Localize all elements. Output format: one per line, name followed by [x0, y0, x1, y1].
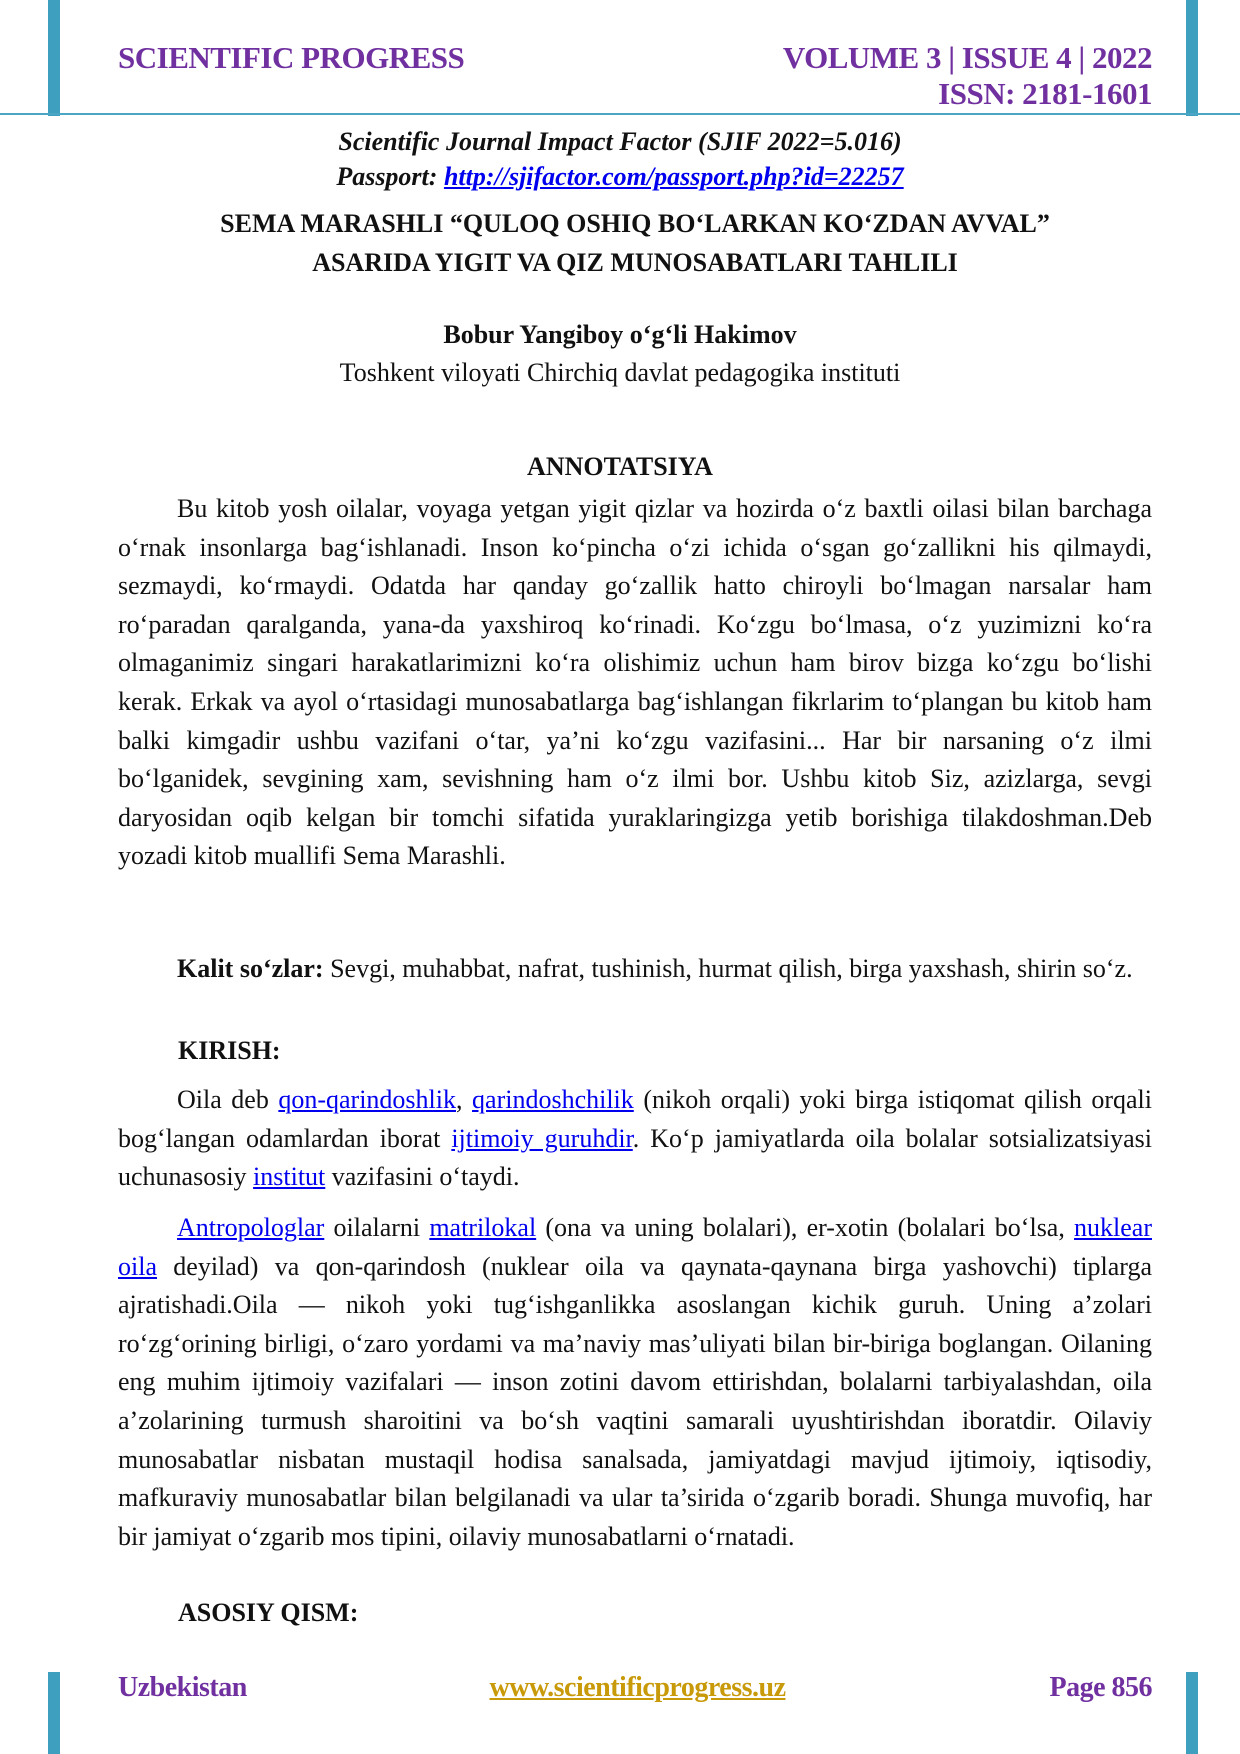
top-right-accent-bar — [1186, 0, 1198, 116]
text-run: (nikoh orqali) yoki birga istiqomat qilish orqali bog‘langan odamlardan iborat — [118, 1085, 1153, 1153]
text-run: , — [456, 1085, 473, 1114]
annotation-heading: ANNOTATSIYA — [527, 452, 713, 481]
kirish-paragraph-2 — [118, 1209, 1152, 1556]
link-institut[interactable]: institut — [253, 1162, 326, 1192]
article-title — [118, 204, 1152, 282]
header-divider — [0, 113, 1240, 115]
text-run: vazifasini o‘taydi. — [325, 1162, 520, 1192]
footer-country: Uzbekistan — [118, 1672, 247, 1703]
kirish-paragraph-1 — [118, 1081, 1152, 1197]
volume-issn-block — [783, 40, 1152, 112]
keywords-paragraph — [118, 950, 1152, 989]
link-matrilokal[interactable]: matrilokal — [429, 1213, 537, 1242]
issn: ISSN: 2181-1601 — [938, 76, 1152, 111]
passport-link[interactable]: http://sjifactor.com/passport.php?id=22257 — [443, 162, 904, 191]
author-name: Bobur Yangiboy o‘g‘li Hakimov — [443, 320, 797, 349]
kirish-heading: KIRISH: — [178, 1036, 281, 1065]
passport-line — [0, 159, 1240, 194]
text-run: deyilad) va qon-qarindosh (nuklear oila va qaynata-qaynana birga yashovchi) tiplarga ajratishadi.Oila — nikoh yoki tug‘ishganlikka asoslangan kichik guruh. Uning a’zolari ro‘zg‘orining birligi, o‘zaro yordami va ma’naviy mas’uliyati bilan bir-biriga boglangan. Oilaning eng muhim ijtimoiy vazifalari — inson zotini davom ettirishdan, bolalarni tarbiyalashdan, oila a’zolarining turmush sharoitini va bo‘sh vaqtini samarali uyushtirishdan iboratdir. Oilaviy munosabatlar nisbatan mustaqil hodisa sanalsada, jamiyatdagi mavjud ijtimoiy, iqtisodiy, mafkuraviy munosabatlar bilan belgilanadi va ular ta’sirida o‘zgarib boradi. Shunga muvofiq, har bir jamiyat o‘zgarib mos tipini, oilaviy munosabatlarni o‘rnatadi. — [118, 1251, 1152, 1551]
annotation-text: Bu kitob yosh oilalar, voyaga yetgan yigit qizlar va hozirda o‘z baxtli oilasi bilan barchaga o‘rnak insonlarga bag‘ishlanadi. Inson ko‘pincha o‘zi ichida o‘sgan go‘zallikni his qilmaydi, sezmaydi, ko‘rmaydi. Odatda har qanday go‘zallik hatto chiroyli bo‘lmagan narsalar ham ro‘paradan qaralganda, yana-da yaxshiroq ko‘rinadi. Ko‘zgu bo‘lmasa, o‘z yuzimizni ko‘ra olmaganimiz singari harakatlarimizni ko‘ra olishimiz uchun ham birov bizga ko‘zgu bo‘lishi kerak. Erkak va ayol o‘rtasidagi munosabatlarga bag‘ishlangan fikrlarim to‘plangan bu kitob ham balki kimgadir ushbu vazifani o‘tar, ya’ni ko‘zgu vazifasini... Har bir narsaning o‘z ilmi bo‘lganidek, sevgining xam, sevishning ham o‘z ilmi bor. Ushbu kitob Siz, azizlarga, sevgi daryosidan oqib kelgan bir tomchi sifatida yuraklaringizga yetib borishiga tilakdoshman.Deb yozadi kitob muallifi Sema Marashli. — [118, 494, 1152, 871]
link-nuklear-oila[interactable]: nuklear oila — [118, 1213, 1152, 1281]
sjif-block — [0, 124, 1240, 194]
title-line-2: ASARIDA YIGIT VA QIZ MUNOSABATLARI TAHLILI — [312, 248, 958, 277]
text-run: Oila deb — [177, 1085, 279, 1114]
passport-label: Passport: — [336, 162, 444, 191]
top-left-accent-bar — [48, 0, 60, 116]
author-affiliation: Toshkent viloyati Chirchiq davlat pedagogika instituti — [339, 358, 901, 387]
link-antropologlar[interactable]: Antropologlar — [177, 1213, 325, 1242]
text-run: oilalarni — [324, 1213, 430, 1242]
keywords-text: Sevgi, muhabbat, nafrat, tushinish, hurmat qilish, birga yaxshash, shirin so‘z. — [323, 954, 1133, 983]
keywords-label: Kalit so‘zlar: — [177, 954, 324, 983]
text-run: (ona va uning bolalari), er-xotin (bolalari bo‘lsa, — [536, 1213, 1075, 1242]
volume-issue: VOLUME 3 | ISSUE 4 | 2022 — [782, 40, 1152, 75]
link-ijtimoiy-guruhdir[interactable]: ijtimoiy guruhdir — [451, 1123, 633, 1153]
title-line-1: SEMA MARASHLI “QULOQ OSHIQ BO‘LARKAN KO‘ZDAN AVVAL” — [220, 209, 1050, 238]
footer-website-link[interactable]: www.scientificprogress.uz — [489, 1672, 786, 1703]
journal-name: SCIENTIFIC PROGRESS — [118, 40, 465, 75]
link-qon-qarindoshlik[interactable]: qon-qarindoshlik — [278, 1085, 456, 1114]
link-qarindoshchilik[interactable]: qarindoshchilik — [472, 1085, 634, 1114]
asosiy-qism-heading: ASOSIY QISM: — [178, 1598, 359, 1627]
footer-page-number: Page 856 — [1049, 1672, 1152, 1703]
sjif-line: Scientific Journal Impact Factor (SJIF 2022=5.016) — [338, 127, 902, 156]
text-run: . Ko‘p jamiyatlarda oila bolalar sotsializatsiyasi uchunasosiy — [118, 1123, 1152, 1192]
